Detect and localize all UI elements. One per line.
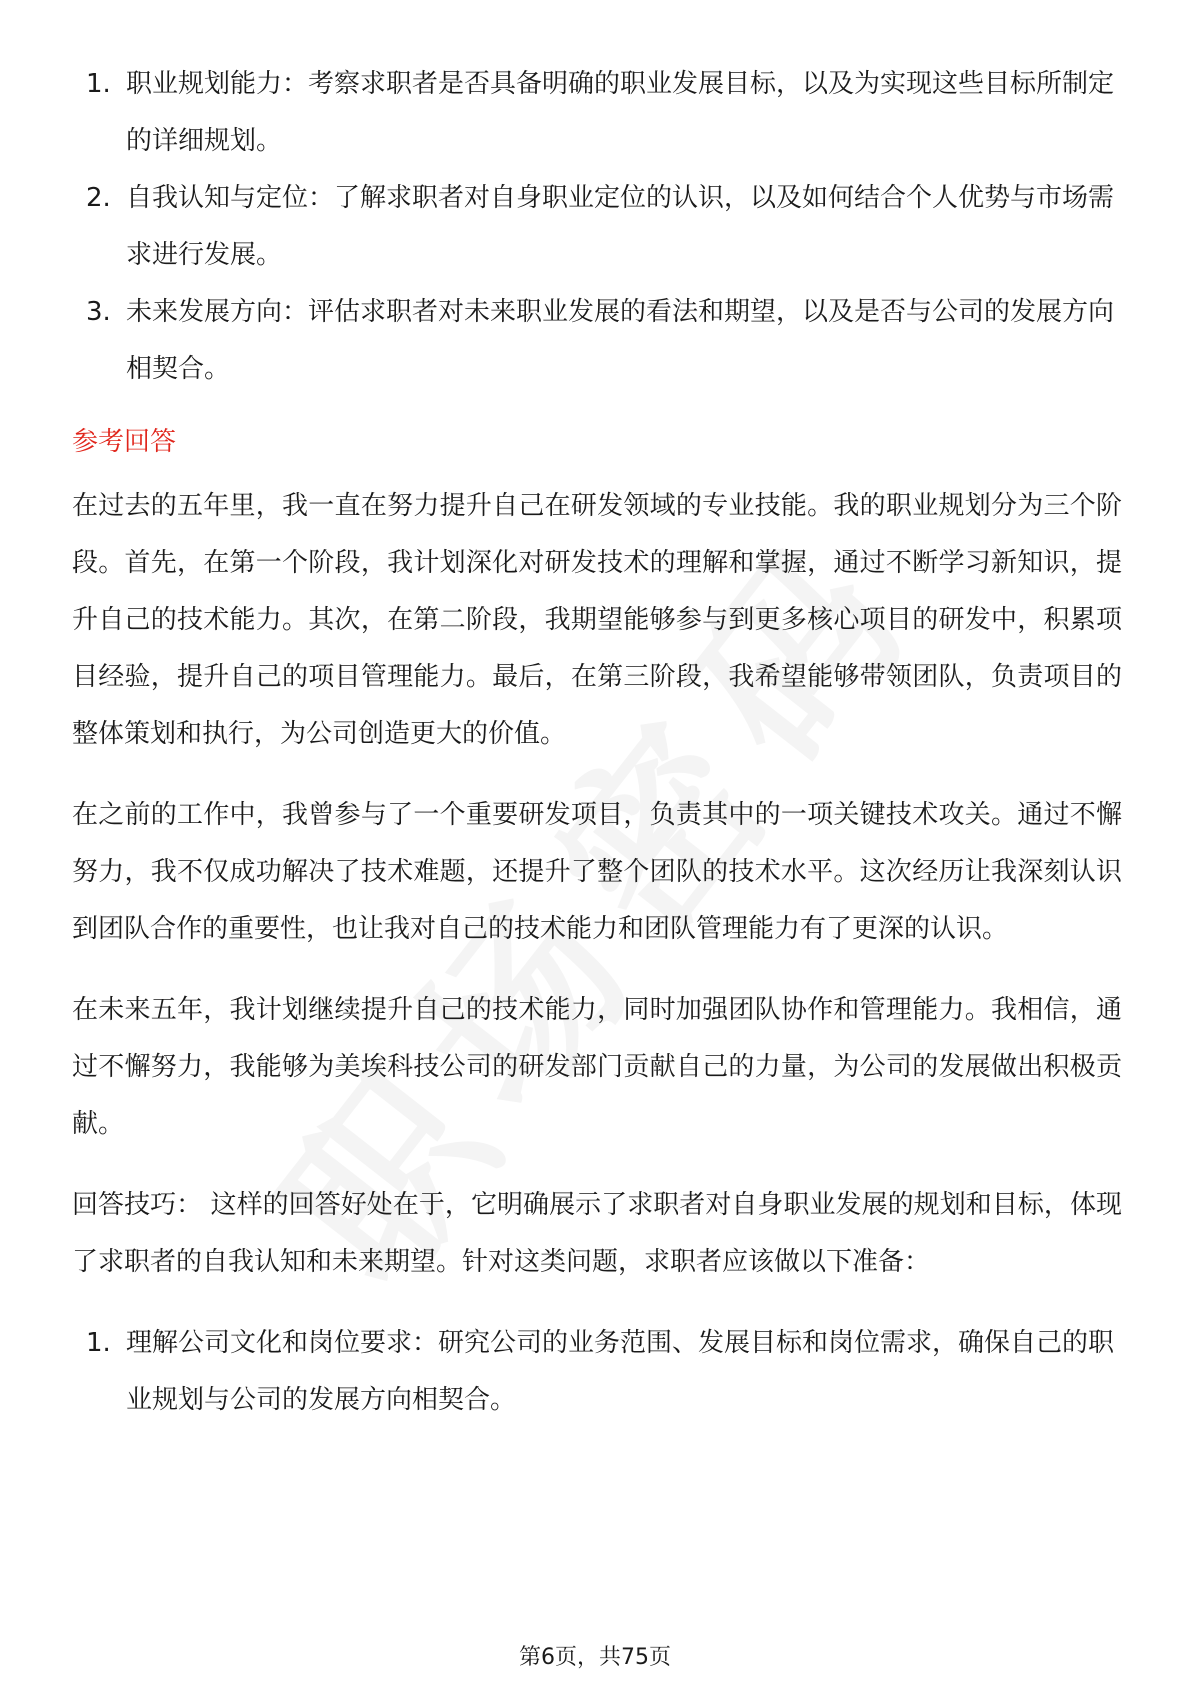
list-item-number: 1. xyxy=(86,1328,111,1358)
answer-paragraph-3: 在未来五年，我计划继续提升自己的技术能力，同时加强团队协作和管理能力。我相信，通过不懈努力，我能够为美埃科技公司的研发部门贡献自己的力量，为公司的发展做出积极贡献。 xyxy=(72,995,1122,1139)
answer-tips-paragraph: 回答技巧： 这样的回答好处在于，它明确展示了求职者对自身职业发展的规划和目标，体现了求职者的自我认知和未来期望。针对这类问题，求职者应该做以下准备： xyxy=(72,1190,1122,1277)
page-footer: 第6页，共75页 xyxy=(519,1645,671,1670)
tips-list xyxy=(72,1315,1122,1429)
answer-paragraph-2: 在之前的工作中，我曾参与了一个重要研发项目，负责其中的一项关键技术攻关。通过不懈努力，我不仅成功解决了技术难题，还提升了整个团队的技术水平。这次经历让我深刻认识到团队合作的重要性，也让我对自己的技术能力和团队管理能力有了更深的认识。 xyxy=(72,800,1122,944)
list-item-text: 理解公司文化和岗位要求：研究公司的业务范围、发展目标和岗位需求，确保自己的职业规划与公司的发展方向相契合。 xyxy=(126,1328,1115,1415)
list-item-text: 自我认知与定位：了解求职者对自身职业定位的认识，以及如何结合个人优势与市场需求进行发展。 xyxy=(126,183,1115,270)
list-item-number: 3. xyxy=(86,297,111,327)
list-item xyxy=(72,1315,1122,1429)
document-body xyxy=(72,56,1122,1429)
list-item xyxy=(72,170,1122,284)
list-item-number: 1. xyxy=(86,69,111,99)
list-item-number: 2. xyxy=(86,183,111,213)
section-heading: 参考回答 xyxy=(72,427,177,457)
list-item-text: 职业规划能力：考察求职者是否具备明确的职业发展目标，以及为实现这些目标所制定的详细规划。 xyxy=(126,69,1115,156)
answer-paragraph-1: 在过去的五年里，我一直在努力提升自己在研发领域的专业技能。我的职业规划分为三个阶段。首先，在第一个阶段，我计划深化对研发技术的理解和掌握，通过不断学习新知识，提升自己的技术能力。其次，在第二阶段，我期望能够参与到更多核心项目的研发中，积累项目经验，提升自己的项目管理能力。最后，在第三阶段，我希望能够带领团队，负责项目的整体策划和执行，为公司创造更大的价值。 xyxy=(72,491,1122,749)
list-item-text: 未来发展方向：评估求职者对未来职业发展的看法和期望，以及是否与公司的发展方向相契合。 xyxy=(126,297,1115,384)
list-item xyxy=(72,284,1122,398)
intro-list xyxy=(72,56,1122,398)
list-item xyxy=(72,56,1122,170)
